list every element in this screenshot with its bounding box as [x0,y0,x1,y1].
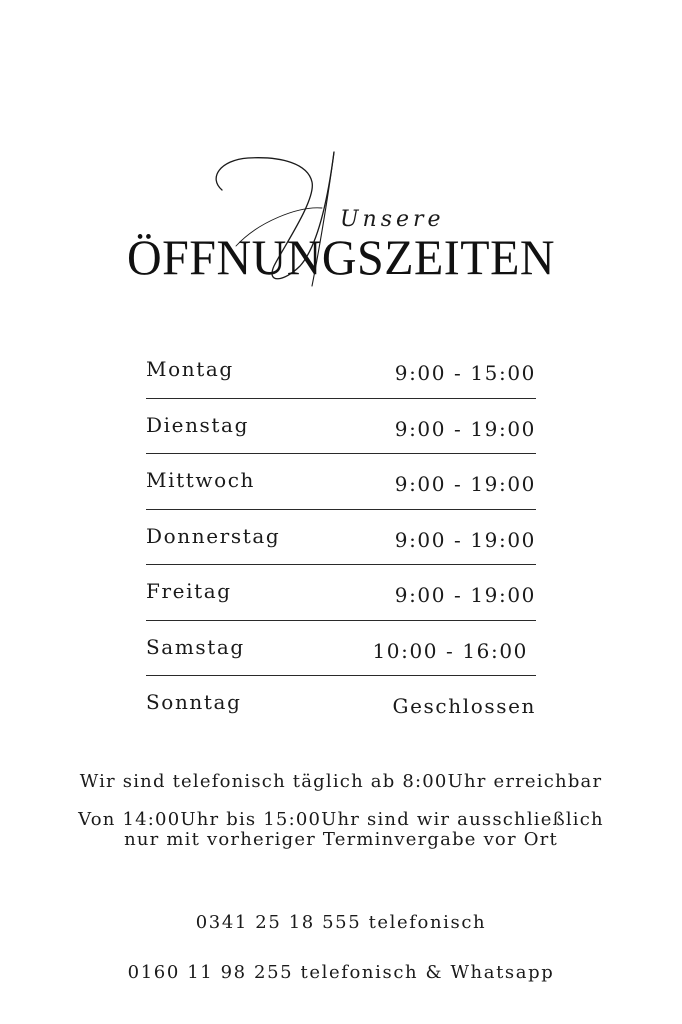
appointment-note-line2: nur mit vorheriger Terminvergabe vor Ort [124,829,558,850]
phone-availability-note: Wir sind telefonisch täglich ab 8:00Uhr erreichbar [79,771,603,792]
hours-row-freitag [146,565,536,621]
time-value: 9:00 - 15:00 [394,361,536,385]
hours-row-sonntag [146,676,536,732]
time-value: 9:00 - 19:00 [394,472,536,496]
day-label: Sonntag [146,690,242,714]
day-label: Freitag [146,579,232,603]
time-value: 9:00 - 19:00 [394,527,536,552]
day-label: Dienstag [146,412,249,437]
phone-number: 0341 25 18 555 telefonisch [195,912,487,933]
day-label: Montag [146,357,234,381]
appointment-note-line1: Von 14:00Uhr bis 15:00Uhr sind wir ausschließlich [78,809,604,830]
opening-hours-table [146,343,536,732]
appointment-note [0,810,682,850]
hours-row-donnerstag [146,510,536,566]
hours-row-montag [146,343,536,399]
day-label: Mittwoch [146,468,255,492]
time-value: Geschlossen [392,694,536,718]
time-value: 9:00 - 19:00 [394,583,536,607]
time-value: 10:00 - 16:00 [372,638,528,663]
hours-row-samstag [146,621,536,677]
time-value: 9:00 - 19:00 [394,416,536,441]
day-label: Donnerstag [146,523,281,548]
script-word-text: Unsere [340,207,445,232]
page-title: ÖFFNUNGSZEITEN [126,229,556,285]
mobile-number: 0160 11 98 255 telefonisch & Whatsapp [127,962,555,983]
hours-row-dienstag [146,399,536,455]
day-label: Samstag [146,634,245,659]
hours-row-mittwoch [146,454,536,510]
